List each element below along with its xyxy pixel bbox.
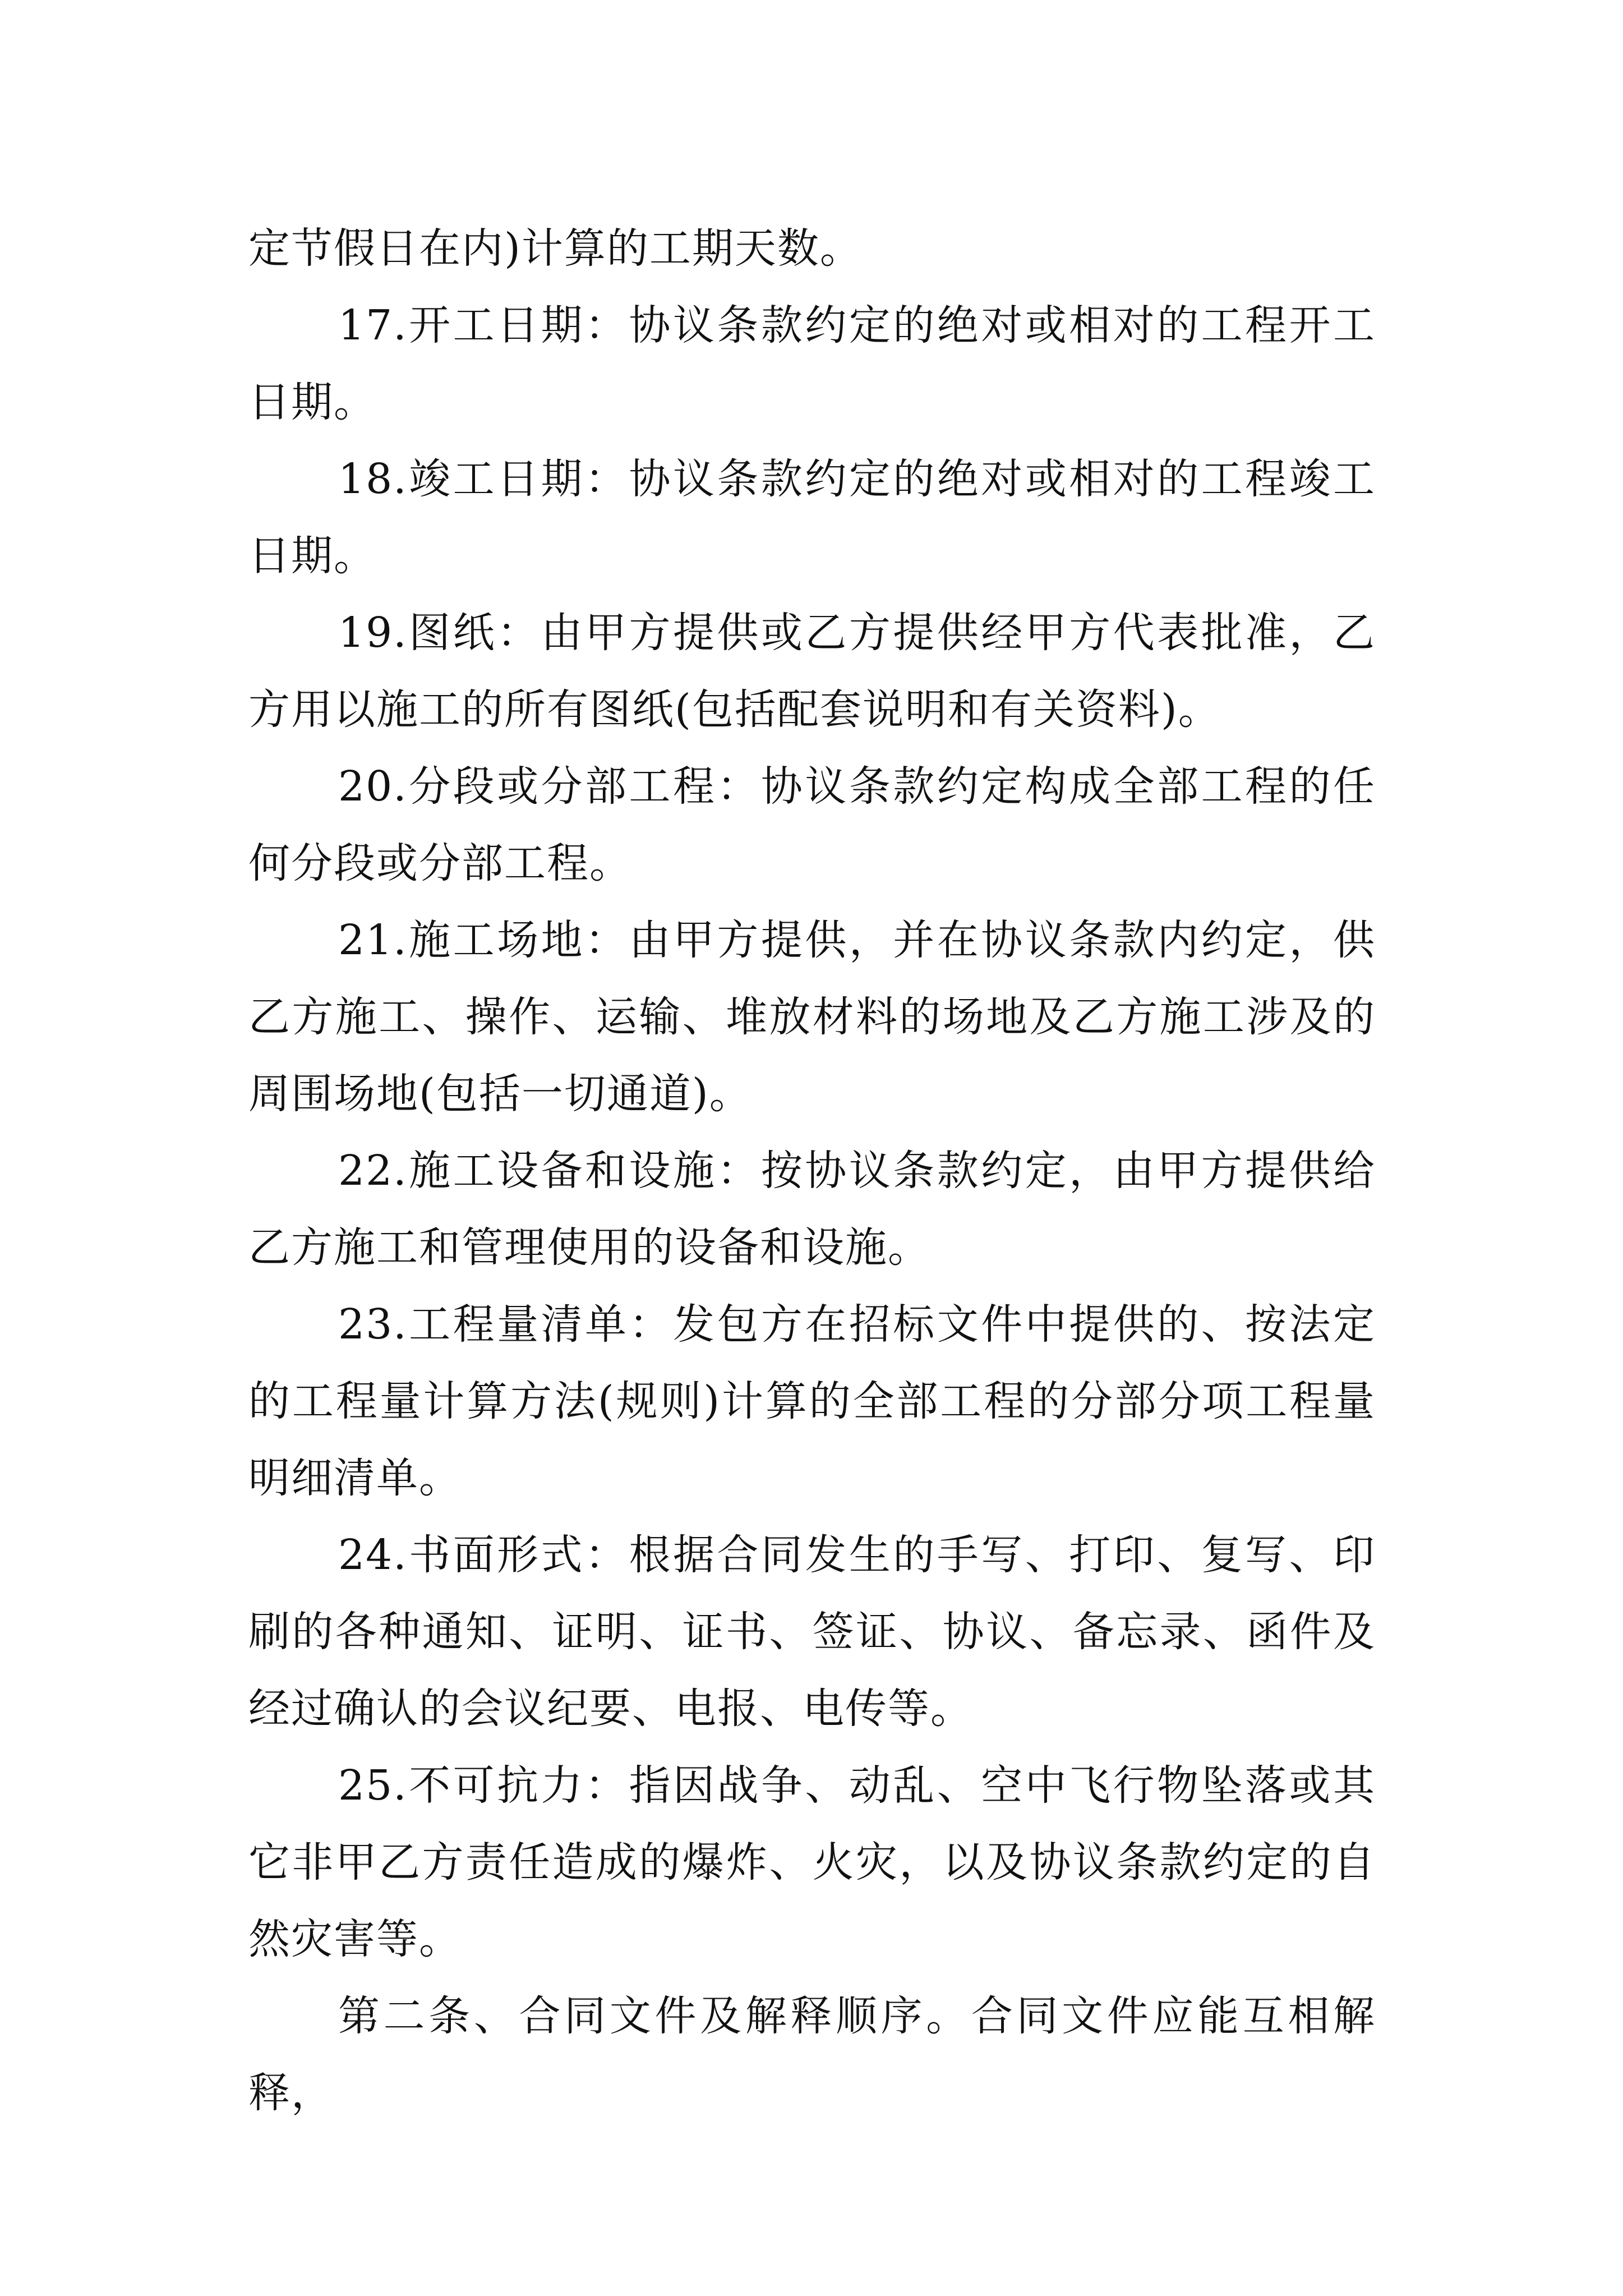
paragraph-article-2: 第二条、合同文件及解释顺序。合同文件应能互相解释，	[248, 1992, 1376, 2117]
paragraph-item-20: 20.分段或分部工程：协议条款约定构成全部工程的任何分段或分部工程。	[248, 762, 1376, 887]
paragraph-item-25: 25.不可抗力：指因战争、动乱、空中飞行物坠落或其它非甲乙方责任造成的爆炸、火灾，以及协议条款约定的自然灾害等。	[248, 1761, 1376, 1963]
paragraph-item-24: 24.书面形式：根据合同发生的手写、打印、复写、印刷的各种通知、证明、证书、签证、协议、备忘录、函件及经过确认的会议纪要、电报、电传等。	[248, 1531, 1376, 1733]
paragraph-item-21: 21.施工场地：由甲方提供，并在协议条款内约定，供乙方施工、操作、运输、堆放材料的场地及乙方施工涉及的周围场地(包括一切通道)。	[248, 916, 1376, 1118]
paragraph-item-22: 22.施工设备和设施：按协议条款约定，由甲方提供给乙方施工和管理使用的设备和设施。	[248, 1147, 1376, 1272]
paragraph-item-23: 23.工程量清单：发包方在招标文件中提供的、按法定的工程量计算方法(规则)计算的全部工程的分部分项工程量明细清单。	[248, 1300, 1376, 1502]
paragraph-item-18: 18.竣工日期：协议条款约定的绝对或相对的工程竣工日期。	[248, 455, 1376, 580]
paragraph-item-19: 19.图纸：由甲方提供或乙方提供经甲方代表批准，乙方用以施工的所有图纸(包括配套说明和有关资料)。	[248, 609, 1376, 734]
paragraph-item-17: 17.开工日期：协议条款约定的绝对或相对的工程开工日期。	[248, 301, 1376, 426]
paragraph-continuation: 定节假日在内)计算的工期天数。	[248, 224, 863, 273]
document-body	[248, 210, 1376, 2132]
